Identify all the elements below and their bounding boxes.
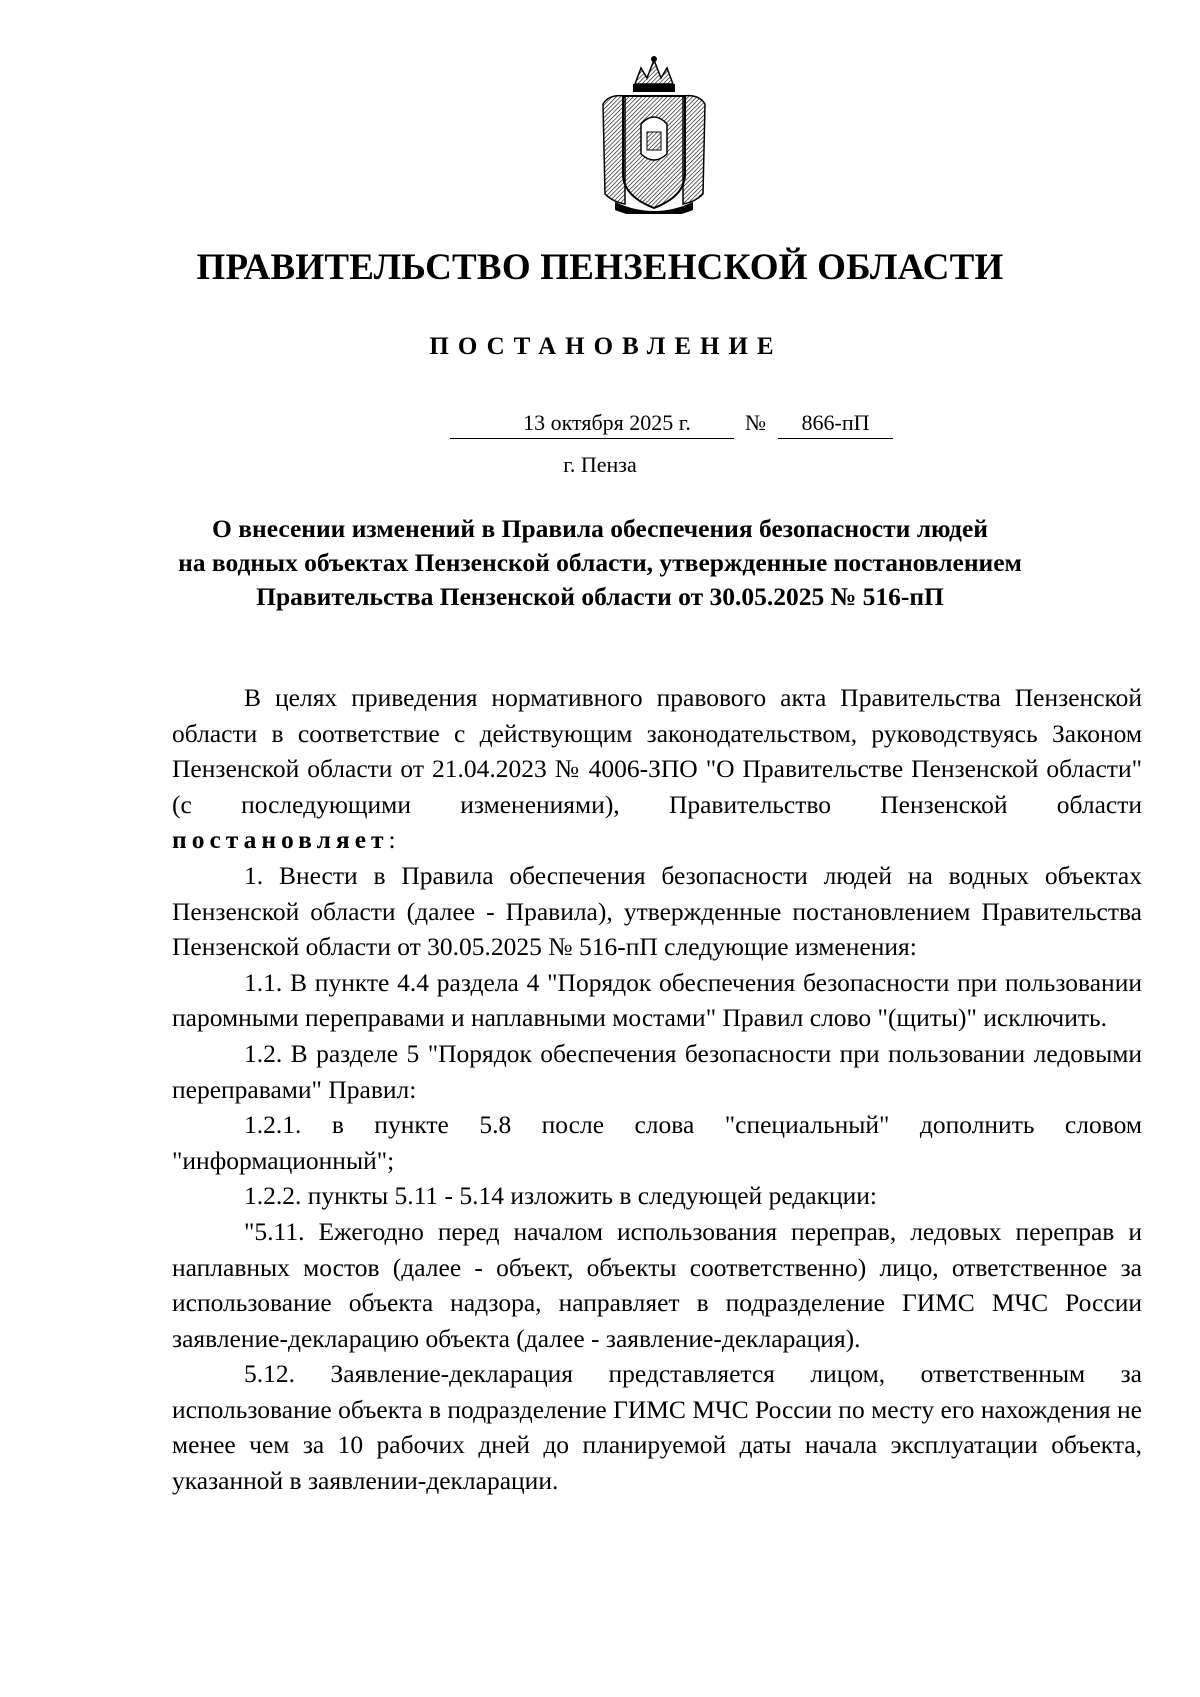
subject-line-1: О внесении изменений в Правила обеспечения безопасности людей — [212, 514, 988, 543]
preamble-colon: : — [388, 825, 396, 855]
document-subject — [160, 512, 1040, 614]
resolves-emphasis: постановляет — [172, 825, 389, 855]
date-number-row — [0, 408, 1200, 442]
paragraph-item-1-1: 1.1. В пункте 4.4 раздела 4 "Порядок обеспечения безопасности при пользовании паромными переправами и наплавными мостами" Правил слово "(щиты)" исключить. — [172, 967, 1142, 1033]
subject-line-2: на водных объектах Пензенской области, утвержденные постановлением — [178, 548, 1022, 577]
coat-of-arms-emblem — [595, 54, 713, 214]
document-type: ПОСТАНОВЛЕНИЕ — [429, 333, 783, 360]
document-body — [172, 680, 1142, 1499]
city: г. Пенза — [563, 452, 637, 477]
paragraph-item-5-12: 5.12. Заявление-декларация представляется лицом, ответственным за использование объекта в подразделение ГИМС МЧС России по месту его нахождения не менее чем за 10 рабочих дней до планируемой даты начала эксплуатации объекта, указанной в заявлении-декларации. — [172, 1359, 1142, 1496]
organization-title: ПРАВИТЕЛЬСТВО ПЕНЗЕНСКОЙ ОБЛАСТИ — [196, 247, 1004, 288]
coat-of-arms-icon — [595, 54, 713, 214]
paragraph-item-1-2-1: 1.2.1. в пункте 5.8 после слова "специальный" дополнить словом "информационный"; — [172, 1110, 1142, 1175]
paragraph-item-1-2-2: 1.2.2. пункты 5.11 - 5.14 изложить в следующей редакции: — [244, 1181, 878, 1211]
document-date: 13 октября 2025 г. — [450, 408, 734, 439]
paragraph-item-1-2: 1.2. В разделе 5 "Порядок обеспечения безопасности при пользовании ледовыми переправами" Правил: — [172, 1038, 1142, 1104]
number-sign: № — [745, 410, 766, 435]
preamble-text: В целях приведения нормативного правового акта Правительства Пензенской области в соответствие с действующим законодательством, руководствуясь Законом Пензенской области от 21.04.2023 № 4006-ЗПО "О Правительстве Пензенской области" (с последующими изменениями), Правительство Пензенской области — [172, 683, 1142, 819]
document-number: 866-пП — [778, 408, 893, 439]
paragraph-preamble — [172, 680, 1142, 858]
paragraph-item-1: 1. Внести в Правила обеспечения безопасности людей на водных объектах Пензенской области (далее - Правила), утвержденные постановлением Правительства Пензенской области от 30.05.2025 № 516-пП следующие изменения: — [172, 860, 1142, 962]
paragraph-item-5-11: "5.11. Ежегодно перед началом использования переправ, ледовых переправ и наплавных мостов (далее - объект, объекты соответственно) лицо, ответственное за использование объекта надзора, направляет в подразделение ГИМС МЧС России заявление-декларацию объекта (далее - заявление-декларация). — [172, 1216, 1142, 1353]
subject-line-3: Правительства Пензенской области от 30.05.2025 № 516-пП — [256, 582, 944, 611]
